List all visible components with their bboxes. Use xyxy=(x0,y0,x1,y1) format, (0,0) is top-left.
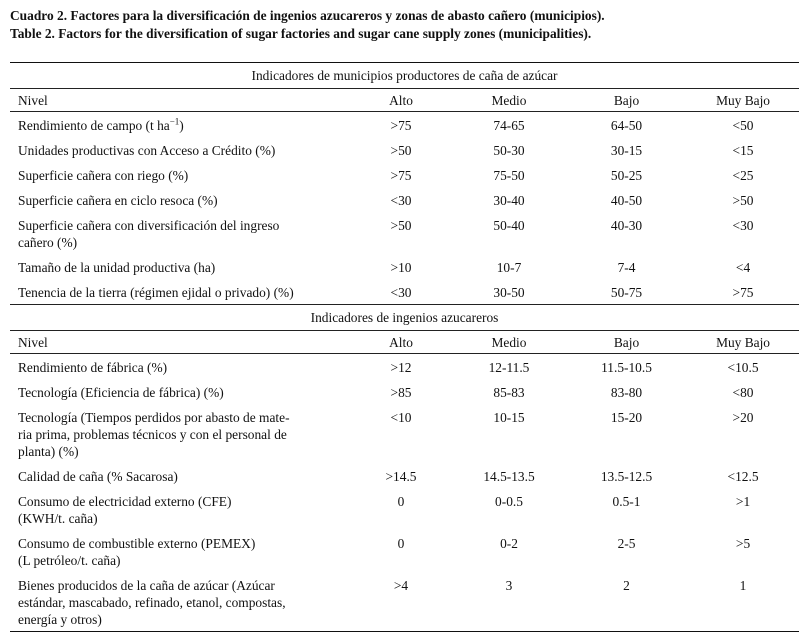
cell-alto: >50 xyxy=(390,218,412,233)
cell-alto: <10 xyxy=(390,410,412,425)
table-row xyxy=(10,254,799,279)
cell-bajo: 40-30 xyxy=(610,218,643,233)
cell-medio: 3 xyxy=(452,572,566,632)
cell-alto: >14.5 xyxy=(385,469,417,484)
cell-medio: 0-2 xyxy=(500,536,518,551)
table-row xyxy=(10,354,799,380)
header-bajo: Bajo xyxy=(566,89,687,112)
column-header-row xyxy=(10,331,799,354)
cell-alto: 0 xyxy=(397,494,405,509)
cell-muy-bajo: >75 xyxy=(732,285,754,300)
cell-alto: <30 xyxy=(390,193,412,208)
header-alto: Alto xyxy=(350,331,452,354)
row-label: Bienes producidos de la caña de azúcar (Azúcar estándar, mascabado, refinado, etanol, compostas, energía y otros) xyxy=(10,572,350,632)
header-muy-bajo: Muy Bajo xyxy=(687,89,799,112)
header-alto: Alto xyxy=(350,89,452,112)
cell-medio: 74-65 xyxy=(493,118,525,133)
cell-muy-bajo: <50 xyxy=(732,118,754,133)
cell-medio: 30-50 xyxy=(493,285,525,300)
cell-bajo: 30-15 xyxy=(610,143,643,158)
caption-english: Table 2. Factors for the diversification of sugar factories and sugar cane supply zones (municipalities). xyxy=(10,26,592,41)
row-label: Tecnología (Tiempos perdidos por abasto de mate- ria prima, problemas técnicos y con el personal de planta) (%) xyxy=(18,410,290,459)
header-medio: Medio xyxy=(452,89,566,112)
cell-alto: 0 xyxy=(397,536,405,551)
table-row xyxy=(10,572,799,632)
cell-muy-bajo: >50 xyxy=(732,193,754,208)
cell-bajo: 2 xyxy=(566,572,687,632)
row-label: Unidades productivas con Acceso a Crédito (%) xyxy=(18,143,276,158)
cell-bajo: 64-50 xyxy=(610,118,643,133)
header-bajo: Bajo xyxy=(566,331,687,354)
row-label: Superficie cañera con diversificación del ingreso cañero (%) xyxy=(18,218,280,250)
table-row xyxy=(10,212,799,254)
cell-muy-bajo: 1 xyxy=(687,572,799,632)
cell-muy-bajo: >5 xyxy=(735,536,751,551)
header-nivel: Nivel xyxy=(10,89,350,112)
cell-muy-bajo: >20 xyxy=(732,410,754,425)
cell-alto: >4 xyxy=(350,572,452,632)
cell-muy-bajo: >1 xyxy=(735,494,751,509)
column-header-row xyxy=(10,89,799,112)
cell-muy-bajo: <30 xyxy=(732,218,754,233)
cell-bajo: 50-75 xyxy=(610,285,643,300)
cell-alto: >10 xyxy=(390,260,412,275)
cell-muy-bajo: <10.5 xyxy=(727,360,759,375)
cell-bajo: 2-5 xyxy=(617,536,636,551)
cell-medio: 0-0.5 xyxy=(495,494,523,509)
cell-alto: >12 xyxy=(390,360,412,375)
table-row xyxy=(10,404,799,463)
header-nivel: Nivel xyxy=(10,331,350,354)
cell-alto: >75 xyxy=(390,168,412,183)
cell-bajo: 7-4 xyxy=(617,260,636,275)
row-label: Superficie cañera en ciclo resoca (%) xyxy=(18,193,218,208)
cell-medio: 30-40 xyxy=(493,193,525,208)
cell-alto: >50 xyxy=(390,143,412,158)
table-row xyxy=(10,279,799,305)
row-label: Rendimiento de campo (t $ha^{-1}$) xyxy=(18,116,184,133)
cell-medio: 85-83 xyxy=(493,385,525,400)
row-label: Superficie cañera con riego (%) xyxy=(18,168,189,183)
cell-muy-bajo: <15 xyxy=(732,143,754,158)
row-label: Consumo de combustible externo (PEMEX) (L petróleo/t. caña) xyxy=(18,536,256,568)
cell-muy-bajo: <12.5 xyxy=(727,469,759,484)
header-medio: Medio xyxy=(452,331,566,354)
table-row xyxy=(10,137,799,162)
cell-bajo: 40-50 xyxy=(610,193,643,208)
cell-medio: 10-7 xyxy=(496,260,522,275)
cell-alto: <30 xyxy=(390,285,412,300)
cell-medio: 10-15 xyxy=(493,410,525,425)
cell-medio: 50-30 xyxy=(493,143,525,158)
table-row xyxy=(10,379,799,404)
table-row xyxy=(10,162,799,187)
caption-spanish: Cuadro 2. Factores para la diversificación de ingenios azucareros y zonas de abasto cañero (municipios). xyxy=(10,8,605,23)
table-row xyxy=(10,463,799,488)
cell-alto: >85 xyxy=(390,385,412,400)
cell-bajo: 0.5-1 xyxy=(612,494,641,509)
cell-medio: 75-50 xyxy=(493,168,525,183)
cell-medio: 14.5-13.5 xyxy=(483,469,535,484)
table-row xyxy=(10,187,799,212)
row-label: Consumo de electricidad externo (CFE) (KWH/t. caña) xyxy=(18,494,232,526)
section-title: Indicadores de ingenios azucareros xyxy=(10,305,799,331)
cell-medio: 50-40 xyxy=(493,218,525,233)
cell-bajo: 83-80 xyxy=(610,385,643,400)
cell-bajo: 11.5-10.5 xyxy=(601,360,652,375)
row-label: Tecnología (Eficiencia de fábrica) (%) xyxy=(18,385,224,400)
cell-bajo: 15-20 xyxy=(610,410,643,425)
section-title-row xyxy=(10,305,799,331)
cell-medio: 12-11.5 xyxy=(488,360,530,375)
cell-muy-bajo: <25 xyxy=(732,168,754,183)
row-label: Tenencia de la tierra (régimen ejidal o privado) (%) xyxy=(18,285,294,300)
row-label: Tamaño de la unidad productiva (ha) xyxy=(18,260,216,275)
cell-bajo: 13.5-12.5 xyxy=(600,469,653,484)
section-title-row xyxy=(10,63,799,89)
table-row xyxy=(10,488,799,530)
row-label: Rendimiento de fábrica (%) xyxy=(18,360,168,375)
cell-bajo: 50-25 xyxy=(610,168,643,183)
cell-muy-bajo: <80 xyxy=(732,385,754,400)
cell-alto: >75 xyxy=(390,118,412,133)
cell-muy-bajo: <4 xyxy=(735,260,751,275)
section-title: Indicadores de municipios productores de caña de azúcar xyxy=(10,63,799,89)
row-label: Calidad de caña (% Sacarosa) xyxy=(18,469,178,484)
table-row xyxy=(10,530,799,572)
table-caption xyxy=(10,7,800,43)
table-row xyxy=(10,112,799,138)
header-muy-bajo: Muy Bajo xyxy=(687,331,799,354)
factors-table xyxy=(10,62,799,632)
